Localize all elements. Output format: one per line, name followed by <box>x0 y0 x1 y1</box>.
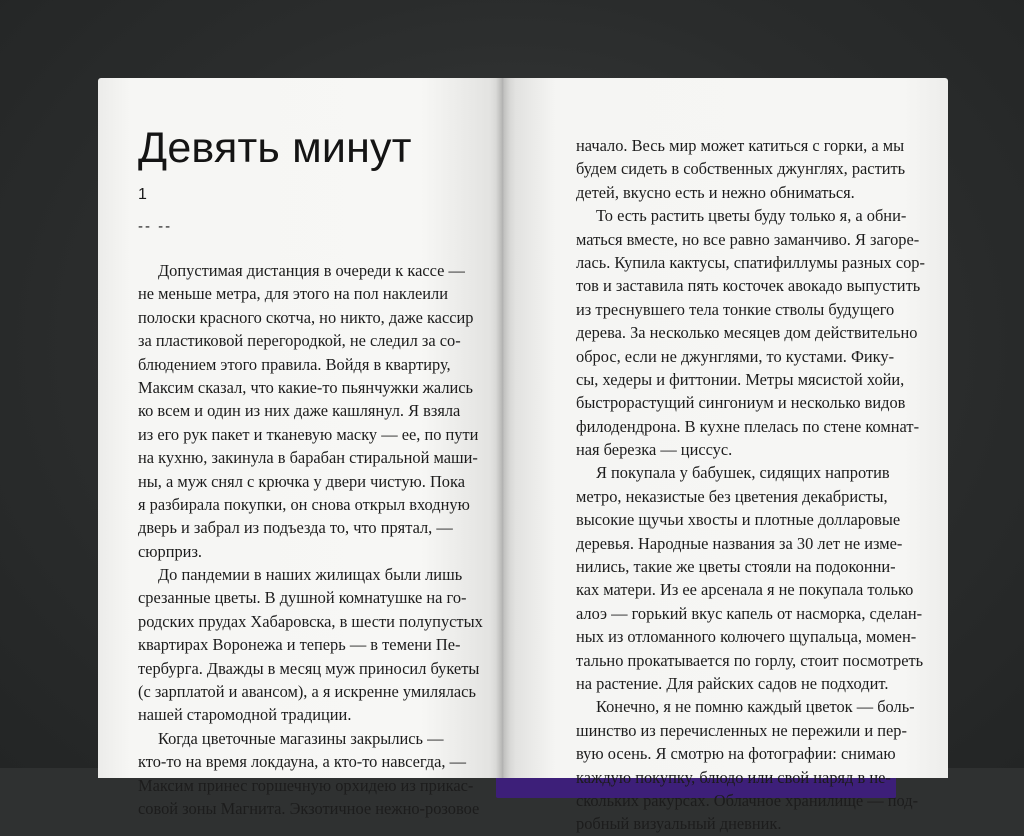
text-line: робный визуальный дневник. <box>576 814 782 834</box>
text-line: До пандемии в наших жилищах были лишь <box>158 565 463 585</box>
text-line: маться вместе, но все равно заманчиво. Я загоре- <box>576 229 920 249</box>
text-line: тербурга. Дважды в месяц муж приносил букеты <box>138 658 480 678</box>
text-line: ко всем и один из них даже кашлянул. Я взяла <box>138 401 461 421</box>
text-line: за пластиковой перегородкой, не следил за со- <box>138 331 461 351</box>
text-line: ны, а муж снял с крючка у двери чистую. Пока <box>138 471 465 491</box>
text-line: дверь и забрал из подъезда то, что прятал, — <box>138 518 453 538</box>
text-line: деревья. Народные названия за 30 лет не изме- <box>576 533 903 553</box>
text-line: на кухню, закинула в барабан стиральной маши- <box>138 448 478 468</box>
text-line: тально прокатывается по горлу, стоит посмотреть <box>576 650 924 670</box>
text-line: лась. Купила кактусы, спатифиллумы разных сор- <box>576 252 925 272</box>
text-line: шинство из перечисленных не пережили и пер- <box>576 720 907 740</box>
text-line: родских прудах Хабаровска, в шести полупустых <box>138 611 483 631</box>
left-page <box>98 78 502 818</box>
text-line: вую осень. Я смотрю на фотографии: снимаю <box>576 744 896 764</box>
text-line: метро, неказистые без цветения декабристы, <box>576 486 888 506</box>
text-line: сюрприз. <box>138 541 203 561</box>
text-line: начало. Весь мир может катиться с горки, а мы <box>576 136 905 155</box>
text-line: быстрорастущий сингониум и несколько видов <box>576 393 906 413</box>
text-line: Конечно, я не помню каждый цветок — боль- <box>596 697 915 717</box>
text-line: на растение. Для райских садов не подходит. <box>576 673 889 693</box>
text-line: ках матери. Из ее арсенала я не покупала только <box>576 580 914 600</box>
text-line: (с зарплатой и авансом), а я искренне умилялась <box>138 682 476 702</box>
text-line: ных из отломанного колючего щупальца, момен- <box>576 627 917 647</box>
text-line: То есть растить цветы буду только я, а обни- <box>596 206 907 226</box>
text-line: Максим принес горшечную орхидею из прикас- <box>138 775 474 795</box>
text-line: детей, вкусно есть и нежно обниматься. <box>576 182 855 202</box>
text-line: скольких ракурсах. Облачное хранилище — под- <box>576 790 919 810</box>
right-page <box>502 78 948 834</box>
text-line: полоски красного скотча, но никто, даже кассир <box>138 307 474 327</box>
right-page-text <box>576 134 925 836</box>
text-line: я разбирала покупки, он снова открыл входную <box>138 494 470 514</box>
text-line: дерева. За несколько месяцев дом действительно <box>576 323 918 343</box>
text-line: каждую покупку, блюдо или свой наряд в не- <box>576 767 891 787</box>
text-line: сы, хедеры и фиттонии. Метры мясистой хойи, <box>576 369 905 389</box>
text-line: Когда цветочные магазины закрылись — <box>158 728 444 748</box>
chapter-number: 1 <box>138 186 147 203</box>
text-line: Максим сказал, что какие-то пьянчужки жались <box>138 377 474 397</box>
text-line: оброс, если не джунглями, то кустами. Фику- <box>576 346 895 366</box>
text-line: квартирах Воронежа и теперь — в темени Пе- <box>138 635 461 655</box>
text-line: высокие щучьи хвосты и плотные долларовые <box>576 510 901 530</box>
text-line: будем сидеть в собственных джунглях, растить <box>576 159 906 179</box>
open-book <box>98 78 954 834</box>
text-line: срезанные цветы. В душной комнатушке на го- <box>138 588 467 608</box>
section-separator: -- -- <box>138 218 173 235</box>
text-line: филодендрона. В кухне плелась по стене комнат- <box>576 416 920 436</box>
text-line: тов и заставила пять косточек авокадо выпустить <box>576 276 921 296</box>
text-line: ная березка — циссус. <box>576 440 733 460</box>
left-page-text <box>138 259 483 820</box>
text-line: кто-то на время локдауна, а кто-то навсегда, — <box>138 752 467 772</box>
text-line: из треснувшего тела тонкие стволы будущего <box>576 299 895 319</box>
text-line: совой зоны Магнита. Экзотичное нежно-розовое <box>138 798 480 818</box>
text-line: Допустимая дистанция в очереди к кассе — <box>158 261 465 280</box>
text-line: не меньше метра, для этого на пол наклеили <box>138 284 449 304</box>
text-line: нашей старомодной традиции. <box>138 705 352 725</box>
text-line: нились, такие же цветы стояли на подоконни- <box>576 557 896 577</box>
book-spine <box>496 78 510 778</box>
text-line: алоэ — горький вкус капель от насморка, сделан- <box>576 603 923 623</box>
text-line: Я покупала у бабушек, сидящих напротив <box>596 463 890 483</box>
text-line: блюдением этого правила. Войдя в квартиру, <box>138 354 451 374</box>
text-line: из его рук пакет и тканевую маску — ее, по пути <box>138 424 479 444</box>
chapter-title: Девять минут <box>138 124 412 172</box>
